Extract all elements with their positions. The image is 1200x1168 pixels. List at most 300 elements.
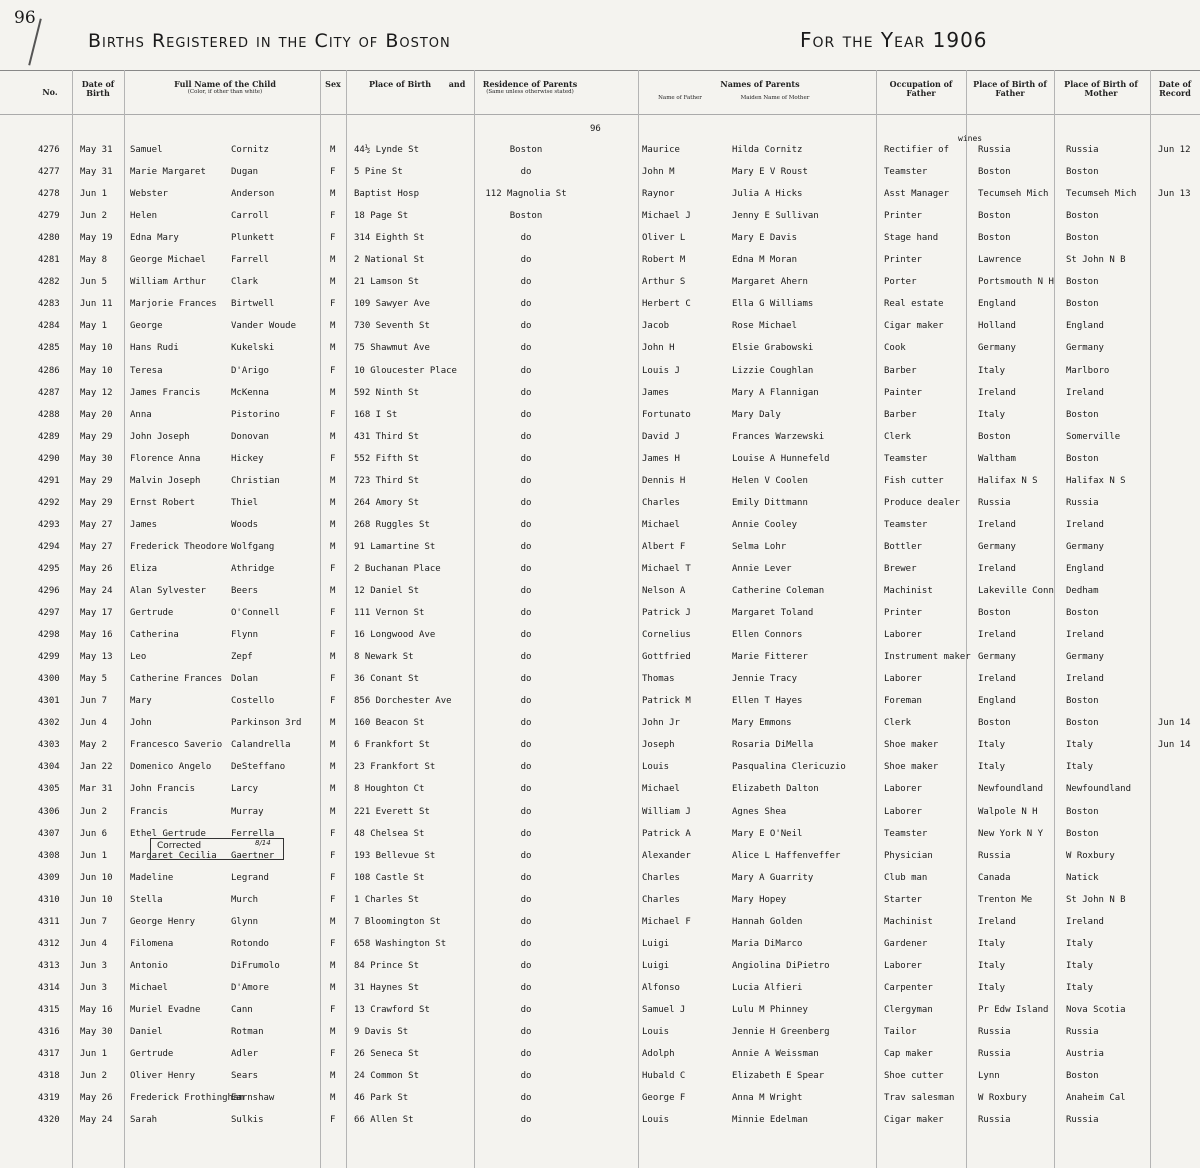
record-number: 4319 [38,1093,60,1104]
table-row [0,536,1200,558]
child-surname: Plunkett [231,233,275,244]
birth-date: Jun 3 [80,982,108,993]
table-row [0,911,1200,933]
mother-birthplace: Germany [1066,652,1104,663]
birth-place: 314 Eighth St [354,233,425,244]
child-given-name: Michael [130,982,168,993]
birth-date: Jun 5 [80,277,108,288]
child-surname: DiFrumolo [231,960,280,971]
child-sex: M [330,740,336,751]
parents-residence: do [520,277,532,288]
child-sex: M [330,960,336,971]
mother-birthplace: Italy [1066,740,1094,751]
child-sex: F [330,365,336,376]
mother-birthplace: Germany [1066,541,1104,552]
father-name: Hubald C [642,1071,686,1082]
father-occupation: Printer [884,211,922,222]
father-birthplace: Boston [978,233,1011,244]
record-number: 4306 [38,806,60,817]
birth-place: 18 Page St [354,211,409,222]
parents-residence: do [520,916,532,927]
birth-date: Jun 4 [80,938,108,949]
parents-residence: do [520,828,532,839]
parents-residence: do [520,652,532,663]
birth-date: Jan 22 [80,762,113,773]
table-row [0,293,1200,315]
child-surname: Carroll [231,211,269,222]
table-row [0,1065,1200,1087]
header-father-birth: Place of Birth of Father [973,79,1047,98]
child-surname: Hickey [231,453,264,464]
header-residence [476,80,584,96]
father-occupation: Trav salesman [884,1093,955,1104]
child-sex: F [330,1004,336,1015]
father-birthplace: England [978,696,1016,707]
child-given-name: John Francis [130,784,196,795]
table-row [0,382,1200,404]
child-sex: F [330,299,336,310]
birth-date: May 5 [80,674,108,685]
birth-place: 23 Frankfort St [354,762,436,773]
mother-birthplace: Boston [1066,806,1099,817]
table-row [0,933,1200,955]
father-name: John M [642,167,675,178]
birth-place: 730 Seventh St [354,321,430,332]
table-row [0,492,1200,514]
header-date: Date of Birth [81,79,115,98]
mother-birthplace: Natick [1066,872,1099,883]
father-occupation: Produce dealer [884,497,960,508]
header-sex: Sex [325,79,341,89]
child-sex: F [330,233,336,244]
father-birthplace: Pr Edw Island [978,1004,1049,1015]
child-sex: F [330,211,336,222]
table-row [0,271,1200,293]
table-row [0,1109,1200,1131]
father-birthplace: New York N Y [978,828,1044,839]
parents-residence: do [520,497,532,508]
father-occupation: Shoe maker [884,762,939,773]
birth-date: Jun 1 [80,1049,108,1060]
father-birthplace: Lawrence [978,255,1022,266]
mother-birthplace: Ireland [1066,674,1104,685]
child-given-name: Marie Margaret [130,167,206,178]
mother-maiden-name: Emily Dittmann [732,497,808,508]
birth-date: May 10 [80,343,113,354]
father-occupation: Painter [884,387,922,398]
birth-date: May 17 [80,608,113,619]
birth-date: May 10 [80,365,113,376]
child-surname: D'Amore [231,982,269,993]
father-occupation: Teamster [884,828,928,839]
child-given-name: Edna Mary [130,233,179,244]
child-sex: F [330,453,336,464]
father-occupation: Fish cutter [884,475,944,486]
record-number: 4297 [38,608,60,619]
birth-place: 48 Chelsea St [354,828,425,839]
father-occupation: Teamster [884,519,928,530]
parents-residence: do [520,1049,532,1060]
child-given-name: Frederick Theodore [130,541,228,552]
birth-place: 168 I St [354,409,398,420]
father-name: Fortunato [642,409,691,420]
father-occupation: Bottler [884,541,922,552]
birth-date: May 24 [80,1115,113,1126]
child-given-name: Francis [130,806,168,817]
parents-residence: do [520,453,532,464]
child-sex: F [330,938,336,949]
record-date: Jun 12 [1158,145,1191,155]
child-sex: M [330,1071,336,1082]
father-name: Michael T [642,563,691,574]
table-row [0,624,1200,646]
parents-residence: Boston [509,211,543,222]
parents-residence: do [520,1027,532,1037]
child-sex: M [330,806,336,817]
father-occupation: Shoe cutter [884,1071,944,1082]
father-birthplace: Tecumseh Mich [978,189,1049,200]
record-number: 4278 [38,189,60,200]
father-name: John Jr [642,718,680,729]
birth-place: 5 Pine St [354,167,403,178]
parents-residence: do [520,630,532,641]
child-given-name: Muriel Evadne [130,1004,201,1015]
child-given-name: Francesco Saverio [130,740,223,751]
mother-maiden-name: Frances Warzewski [732,431,825,442]
birth-place: 9 Davis St [354,1027,409,1037]
child-given-name: William Arthur [130,277,206,288]
birth-place: 723 Third St [354,475,420,486]
table-row [0,337,1200,359]
birth-place: 75 Shawmut Ave [354,343,430,354]
table-row [0,1087,1200,1109]
birth-place: 193 Bellevue St [354,850,436,861]
parents-residence: do [520,563,532,574]
birth-place: 2 Buchanan Place [354,563,441,574]
father-birthplace: W Roxbury [978,1093,1027,1104]
record-number: 4288 [38,409,60,420]
mother-birthplace: Italy [1066,938,1094,949]
mother-birthplace: Boston [1066,233,1099,244]
father-name: Michael F [642,916,691,927]
father-occupation: Barber [884,409,917,420]
mother-maiden-name: Elizabeth E Spear [732,1071,825,1082]
child-surname: Adler [231,1049,259,1060]
parents-residence: do [520,982,532,993]
birth-date: May 13 [80,652,113,663]
correction-label: Corrected [157,841,202,851]
child-sex: F [330,1049,336,1060]
child-surname: Cann [231,1004,253,1015]
father-name: Luigi [642,960,670,971]
birth-date: Jun 1 [80,850,108,861]
father-occupation: Carpenter [884,982,933,993]
table-row [0,889,1200,911]
record-number: 4304 [38,762,60,773]
child-given-name: Samuel [130,145,163,155]
birth-place: 856 Dorchester Ave [354,696,452,707]
birth-date: Jun 4 [80,718,108,729]
header-and: and [448,79,466,89]
parents-residence: do [520,586,532,596]
child-sex: F [330,872,336,883]
register-year: For the Year 1906 [800,28,988,52]
father-name: Charles [642,894,680,905]
child-sex: M [330,1027,336,1037]
mother-maiden-name: Jenny E Sullivan [732,211,819,222]
birth-date: May 30 [80,1027,113,1037]
father-birthplace: Ireland [978,387,1016,398]
table-row [0,867,1200,889]
mother-birthplace: England [1066,563,1104,574]
mother-birthplace: Boston [1066,718,1099,729]
record-number: 4311 [38,916,60,927]
father-birthplace: Holland [978,321,1016,332]
table-row [0,558,1200,580]
mother-birthplace: Newfoundland [1066,784,1132,795]
header-place: Place of Birth [368,79,432,89]
child-sex: F [330,850,336,861]
birth-date: May 27 [80,541,113,552]
father-birthplace: Ireland [978,630,1016,641]
birth-place: 36 Conant St [354,674,420,685]
parents-residence: do [520,850,532,861]
father-occupation: Club man [884,872,928,883]
father-name: Charles [642,497,680,508]
child-surname: Dugan [231,167,259,178]
birth-place: 8 Houghton Ct [354,784,425,795]
child-surname: Ferrella [231,828,275,839]
record-number: 4317 [38,1049,60,1060]
parents-residence: do [520,674,532,685]
mother-maiden-name: Jennie Tracy [732,674,798,685]
child-surname: Gaertner [231,850,275,861]
birth-date: Jun 2 [80,806,108,817]
mother-maiden-name: Helen V Coolen [732,475,808,486]
father-birthplace: Boston [978,608,1011,619]
mother-maiden-name: Alice L Haffenveffer [732,850,841,861]
header-mother: Maiden Name of Mother [740,95,810,101]
mother-birthplace: Russia [1066,497,1099,508]
parents-residence: do [520,1115,532,1126]
child-surname: Rotondo [231,938,269,949]
mother-maiden-name: Julia A Hicks [732,189,803,200]
father-birthplace: Boston [978,167,1011,178]
child-surname: Rotman [231,1027,264,1037]
father-occupation: Tailor [884,1027,917,1037]
child-surname: Beers [231,586,259,596]
parents-residence: do [520,541,532,552]
table-row [0,668,1200,690]
child-sex: M [330,145,336,155]
child-surname: Zepf [231,652,253,663]
mother-birthplace: Russia [1066,1027,1099,1037]
birth-place: 31 Haynes St [354,982,420,993]
child-surname: Vander Woude [231,321,297,332]
father-birthplace: Ireland [978,674,1016,685]
record-number: 4316 [38,1027,60,1037]
mother-birthplace: Ireland [1066,519,1104,530]
header-no: No. [42,87,58,97]
child-given-name: Ethel Gertrude [130,828,206,839]
father-name: Herbert C [642,299,691,310]
father-birthplace: Canada [978,872,1011,883]
margin-note: wines [958,134,983,143]
table-row [0,690,1200,712]
father-name: Thomas [642,674,675,685]
record-number: 4312 [38,938,60,949]
father-name: Arthur S [642,277,686,288]
mother-maiden-name: Ellen Connors [732,630,803,641]
table-row [0,1021,1200,1043]
child-given-name: Sarah [130,1115,158,1126]
child-sex: M [330,982,336,993]
child-surname: Calandrella [231,740,291,751]
birth-place: 13 Crawford St [354,1004,430,1015]
birth-date: May 19 [80,233,113,244]
father-birthplace: Russia [978,1027,1011,1037]
child-surname: Birtwell [231,299,275,310]
birth-date: May 20 [80,409,113,420]
father-name: Michael [642,519,680,530]
father-occupation: Cigar maker [884,321,944,332]
father-birthplace: Boston [978,431,1011,442]
birth-date: Mar 31 [80,784,113,795]
record-number: 4296 [38,586,60,596]
birth-place: 1 Charles St [354,894,420,905]
father-birthplace: Ireland [978,519,1016,530]
child-sex: F [330,696,336,707]
parents-residence: do [520,806,532,817]
birth-place: 91 Lamartine St [354,541,436,552]
father-occupation: Instrument maker [884,652,971,663]
birth-place: 111 Vernon St [354,608,425,619]
record-number: 4298 [38,630,60,641]
mother-birthplace: Boston [1066,453,1099,464]
birth-place: 264 Amory St [354,497,420,508]
child-sex: M [330,255,336,266]
father-occupation: Machinist [884,916,933,927]
record-number: 4292 [38,497,60,508]
child-surname: Christian [231,475,280,486]
father-occupation: Starter [884,894,922,905]
parents-residence: do [520,431,532,442]
birth-date: May 16 [80,630,113,641]
father-birthplace: Boston [978,211,1011,222]
record-date: Jun 13 [1158,189,1191,200]
table-row [0,756,1200,778]
mother-maiden-name: Maria DiMarco [732,938,803,949]
child-surname: Dolan [231,674,259,685]
mother-birthplace: Ireland [1066,630,1104,641]
father-occupation: Rectifier of [884,145,950,155]
header-bottom-rule [0,114,1200,115]
child-given-name: Madeline [130,872,174,883]
birth-place: 658 Washington St [354,938,447,949]
child-surname: Thiel [231,497,259,508]
child-given-name: Anna [130,409,152,420]
parents-residence: do [520,167,532,178]
child-given-name: Teresa [130,365,163,376]
mother-birthplace: Austria [1066,1049,1104,1060]
record-number: 4280 [38,233,60,244]
mother-maiden-name: Rosaria DiMella [732,740,814,751]
father-birthplace: Trenton Me [978,894,1033,905]
child-given-name: John Joseph [130,431,190,442]
parents-residence: do [520,519,532,530]
record-number: 4305 [38,784,60,795]
child-given-name: John [130,718,152,729]
child-sex: F [330,894,336,905]
child-given-name: Stella [130,894,163,905]
child-surname: Farrell [231,255,269,266]
parents-residence: do [520,409,532,420]
birth-place: 7 Bloomington St [354,916,441,927]
parents-residence: do [520,894,532,905]
birth-date: May 31 [80,167,113,178]
child-sex: M [330,189,336,200]
father-birthplace: Lynn [978,1071,1000,1082]
mother-birthplace: Boston [1066,299,1099,310]
birth-date: May 31 [80,145,113,155]
parents-residence: do [520,938,532,949]
child-given-name: George Michael [130,255,206,266]
table-row [0,139,1200,161]
birth-place: 26 Seneca St [354,1049,420,1060]
record-date: Jun 14 [1158,718,1191,729]
record-number: 4282 [38,277,60,288]
father-occupation: Laborer [884,784,922,795]
father-name: Dennis H [642,475,686,486]
child-surname: D'Arigo [231,365,269,376]
birth-date: May 2 [80,740,108,751]
record-number: 4302 [38,718,60,729]
mother-birthplace: St John N B [1066,255,1126,266]
father-birthplace: Russia [978,850,1011,861]
father-occupation: Clergyman [884,1004,933,1015]
parents-residence: do [520,960,532,971]
header-name-label: Full Name of the Child [174,79,276,89]
mother-birthplace: Russia [1066,1115,1099,1126]
record-number: 4290 [38,453,60,464]
record-number: 4303 [38,740,60,751]
father-name: George F [642,1093,686,1104]
father-name: David J [642,431,680,442]
child-surname: Costello [231,696,275,707]
mother-birthplace: Italy [1066,762,1094,773]
birth-date: Jun 3 [80,960,108,971]
record-number: 4300 [38,674,60,685]
child-sex: M [330,541,336,552]
birth-date: May 1 [80,321,108,332]
father-birthplace: Lakeville Conn [978,586,1054,596]
mother-maiden-name: Mary Emmons [732,718,792,729]
father-birthplace: Waltham [978,453,1016,464]
child-sex: F [330,167,336,178]
father-birthplace: Italy [978,409,1006,420]
father-occupation: Clerk [884,718,912,729]
child-sex: F [330,608,336,619]
record-number: 4299 [38,652,60,663]
parents-residence: do [520,718,532,729]
father-occupation: Porter [884,277,917,288]
record-date: Jun 14 [1158,740,1191,751]
birth-date: Jun 1 [80,189,108,200]
birth-date: Jun 2 [80,211,108,222]
mother-maiden-name: Marie Fitterer [732,652,808,663]
mother-birthplace: Anaheim Cal [1066,1093,1126,1104]
child-sex: M [330,497,336,508]
